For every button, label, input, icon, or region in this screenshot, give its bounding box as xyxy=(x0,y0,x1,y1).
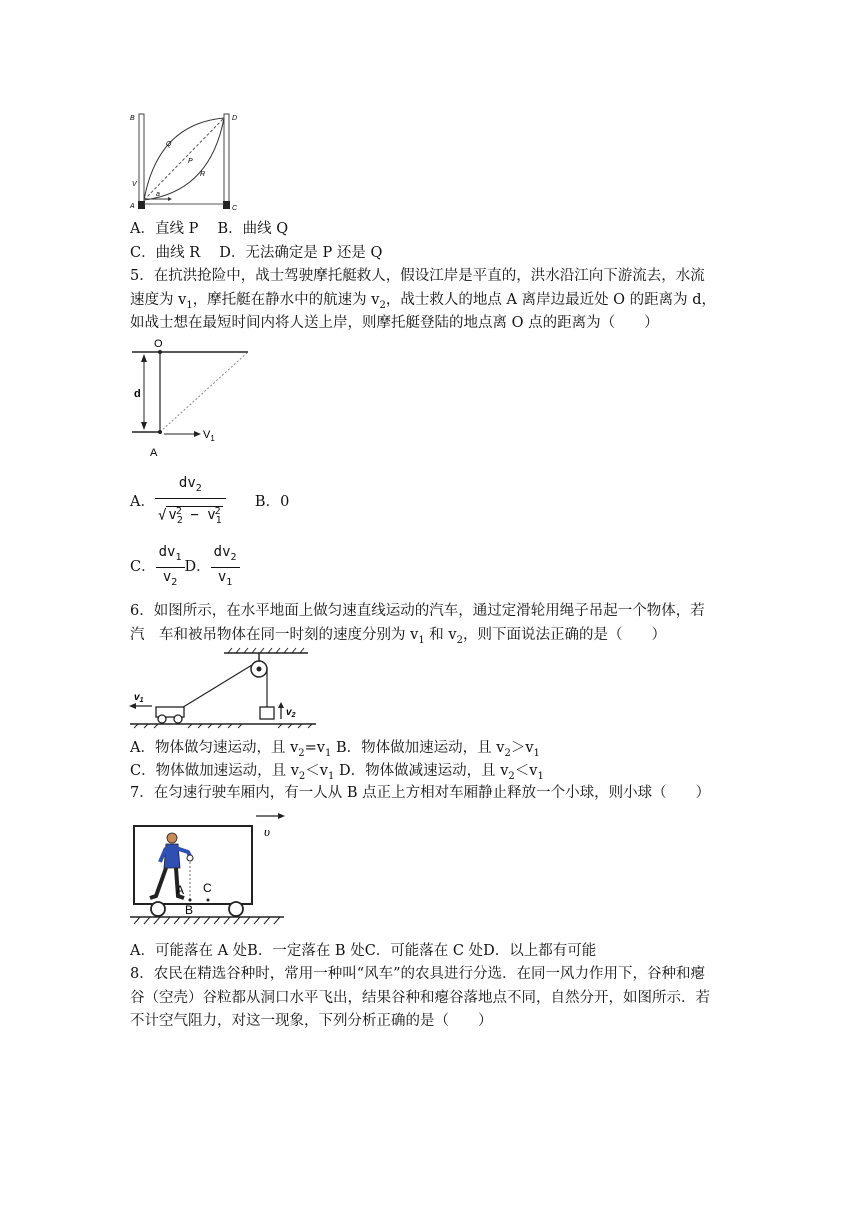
q5-option-a-label: A． xyxy=(130,494,155,510)
q4-label-B: B xyxy=(130,115,135,122)
q8-stem-line-3: 不计空气阻力，对这一现象，下列分析正确的是（ ） xyxy=(130,1013,493,1029)
q6-option-text: =v xyxy=(304,740,325,756)
q5-option-a-fraction: $\frac{dv_2}{√ v_2^2 - v_1^2}$ xyxy=(155,474,226,530)
q5-stem-line-1: 5．在抗洪抢险中，战士驾驶摩托艇救人，假设江岸是平直的，洪水沿江向下游流去，水流 xyxy=(130,268,705,284)
subscript: 1 xyxy=(418,634,425,646)
q4-label-D: D xyxy=(232,115,238,122)
subscript: 1 xyxy=(327,770,335,782)
subscript: 1 xyxy=(215,515,222,527)
numerator: dv xyxy=(158,543,176,560)
q7-label-A: A xyxy=(176,883,185,897)
subscript: 1 xyxy=(175,551,182,563)
denominator: v xyxy=(217,568,227,585)
subscript: 1 xyxy=(325,747,332,759)
q4-label-A: A xyxy=(130,203,135,210)
q5-figure xyxy=(128,336,253,460)
q5-option-d-label: D． xyxy=(184,559,211,575)
q4-figure xyxy=(128,108,244,214)
q8-stem-line-2: 谷（空壳）谷粒都从洞口水平飞出，结果谷种和瘪谷落地点不同，自然分开，如图所示．若 xyxy=(130,990,710,1006)
q5-stem-text: ，战士救人的地点 A 离岸边最近处 O 的距离为 d， xyxy=(385,292,717,308)
q5-label-d: d xyxy=(134,388,141,400)
q5-option-c-fraction xyxy=(156,543,185,592)
denominator: − v xyxy=(181,507,216,524)
q7-figure xyxy=(128,808,288,934)
q6-stem-text: 汽 车和被吊物体在同一时刻的速度分别为 v xyxy=(130,627,419,643)
q8-stem-line-1: 8．农民在精选谷种时，常用一种叫“风车”的农具进行分选．在同一风力作用下，谷种和瘪 xyxy=(130,966,706,982)
subscript: 2 xyxy=(195,482,202,494)
subscript: 2 xyxy=(298,747,305,759)
q6-label-v2: $v_2$ xyxy=(286,707,296,719)
subscript: 2 xyxy=(456,634,463,646)
subscript: 2 xyxy=(379,299,386,311)
subscript: 2 xyxy=(298,770,306,782)
denominator: v xyxy=(168,507,177,524)
q4-label-C: C xyxy=(232,205,238,212)
q6-options-line-1 xyxy=(130,738,540,764)
superscript: 2 xyxy=(175,505,182,517)
subscript: 1 xyxy=(533,747,540,759)
subscript: 1 xyxy=(226,576,233,588)
subscript: 2 xyxy=(171,576,178,588)
subscript: 2 xyxy=(230,551,237,563)
denominator: v xyxy=(162,568,172,585)
superscript: 2 xyxy=(214,505,221,517)
subscript: 1 xyxy=(186,299,193,311)
q7-label-B: B xyxy=(185,903,194,917)
q7-label-v: υ xyxy=(264,824,270,839)
q6-option-text: A．物体做匀速运动，且 v xyxy=(130,740,299,756)
q4-options-line-2: C．曲线 R D．无法确定是 P 还是 Q xyxy=(130,245,383,261)
subscript: 1 xyxy=(537,770,544,782)
q6-stem-text: ，则下面说法正确的是（ ） xyxy=(462,627,666,643)
q6-stem-text: 和 v xyxy=(424,627,457,643)
subscript: 2 xyxy=(176,515,183,527)
q4-label-R: R xyxy=(200,171,206,178)
q4-label-a: a xyxy=(156,191,160,198)
q4-label-V: V xyxy=(132,181,137,188)
q6-figure xyxy=(128,647,318,729)
q5-label-v1: $V_1$ xyxy=(203,429,215,443)
subscript: 2 xyxy=(504,747,511,759)
q5-option-d-fraction xyxy=(211,543,240,592)
q5-stem-text: 速度为 v xyxy=(130,292,187,308)
q4-label-P: P xyxy=(188,158,193,165)
numerator: dv xyxy=(178,474,196,491)
q5-option-row-ab xyxy=(130,472,289,532)
q6-stem-line-1: 6．如图所示，在水平地面上做匀速直线运动的汽车，通过定滑轮用绳子吊起一个物体，若 xyxy=(130,603,705,619)
q6-option-text: ＞v xyxy=(510,740,534,756)
q6-option-text: ＜v xyxy=(514,763,538,779)
q5-stem-line-2 xyxy=(130,290,716,316)
q7-label-C: C xyxy=(203,881,212,895)
subscript: 2 xyxy=(508,770,515,782)
q5-option-c-label: C． xyxy=(130,559,156,575)
q6-option-text: C．物体做加速运动，且 v xyxy=(130,763,299,779)
q5-label-O: O xyxy=(154,338,163,350)
q6-option-text: ＜v xyxy=(305,763,328,779)
q7-options: A．可能落在 A 处B．一定落在 B 处C．可能落在 C 处D．以上都有可能 xyxy=(130,943,597,959)
q5-option-b: B．0 xyxy=(254,494,290,510)
numerator: dv xyxy=(213,543,231,560)
q5-option-row-cd xyxy=(130,542,240,592)
q6-label-v1: $v_1$ xyxy=(134,692,144,704)
q7-stem-line-1: 7．在匀速行驶车厢内，有一人从 B 点正上方相对车厢静止释放一个小球，则小球（ ） xyxy=(130,785,711,801)
q4-label-Q: Q xyxy=(166,141,172,148)
q5-stem-line-3: 如战士想在最短时间内将人送上岸，则摩托艇登陆的地点离 O 点的距离为（ ） xyxy=(130,315,659,331)
q5-stem-text: ，摩托艇在静水中的航速为 v xyxy=(192,292,380,308)
q4-options-line-1: A．直线 P B．曲线 Q xyxy=(130,221,289,237)
q6-option-text: B．物体做加速运动，且 v xyxy=(331,740,505,756)
q5-label-A: A xyxy=(150,447,158,459)
q6-option-text: D．物体做减速运动，且 v xyxy=(334,763,509,779)
